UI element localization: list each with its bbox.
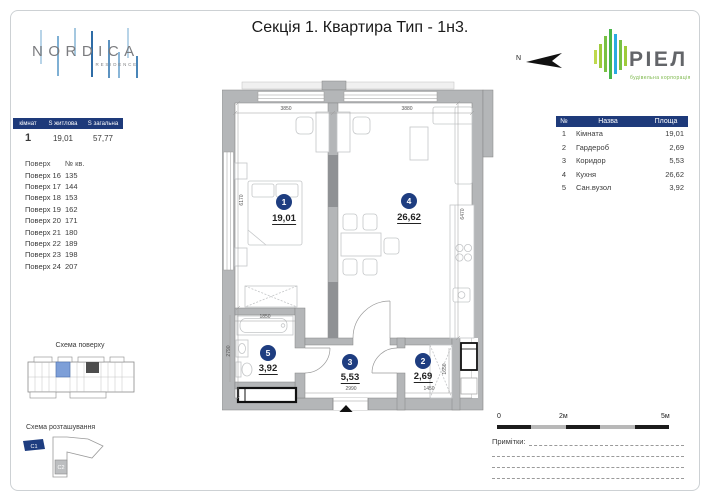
apt-number: 153 [65, 193, 78, 203]
scale-start-label: 0 [497, 413, 501, 420]
scale-mid-label: 2м [559, 413, 568, 420]
table-row [556, 127, 688, 141]
floor-row [25, 215, 120, 226]
notes-line [492, 468, 684, 479]
floor-row [25, 226, 120, 237]
room-name: Кухня [576, 169, 597, 179]
dim-wardrobe-height: 1650 [442, 363, 448, 375]
table-row [556, 141, 688, 155]
floor-row [25, 261, 120, 272]
room-number: 5 [561, 183, 567, 193]
apt-number: 171 [65, 216, 78, 226]
living-area: 19,01 [52, 133, 74, 143]
floors-col1-header: Поверх [25, 159, 51, 169]
room-badge-2: 2 [415, 353, 431, 369]
room-area: 5,53 [669, 156, 684, 166]
riel-bar [619, 40, 622, 70]
floor-scheme-label: Схема поверху [55, 342, 105, 349]
location-scheme-label: Схема розташування [26, 424, 96, 431]
dim-wardrobe-width: 1450 [423, 386, 435, 392]
room-number: 2 [561, 142, 567, 152]
floor-name: Поверх 17 [25, 181, 61, 191]
apt-number: 135 [65, 170, 78, 180]
rooms-table [556, 116, 688, 195]
wardrobe [245, 286, 297, 307]
riel-logo [594, 28, 696, 86]
notes-line [492, 457, 684, 468]
dim-left: 6170 [239, 194, 245, 206]
room-area: 2,69 [669, 142, 684, 152]
nordica-logo [30, 28, 142, 80]
entrance [331, 398, 368, 412]
location-scheme-thumbnail [22, 436, 117, 488]
riel-bar [604, 36, 607, 72]
riel-bar [609, 29, 612, 79]
nordica-residence-label: RESIDENCE [95, 62, 138, 67]
total-area: 57,77 [92, 133, 114, 143]
room-area: 26,62 [665, 169, 684, 179]
floor-name: Поверх 20 [25, 216, 61, 226]
room-number: 1 [561, 129, 567, 139]
north-label: N [516, 55, 522, 62]
room-badge-4: 4 [401, 193, 417, 209]
floor-row [25, 192, 120, 203]
room-badge-1: 1 [276, 194, 292, 210]
room-area-2: 2,69 [413, 371, 433, 382]
shaft-niche [238, 388, 296, 402]
rooms-count: 1 [24, 132, 32, 144]
room-number: 4 [561, 169, 567, 179]
floor-row [25, 238, 120, 249]
kitchen-counter [450, 205, 474, 338]
floor-name: Поверх 23 [25, 250, 61, 260]
building-c2-label: C2 [57, 465, 65, 471]
summary-header-total: S загальна [87, 120, 119, 127]
building-c1-label: C1 [30, 444, 38, 450]
floor-row [25, 181, 120, 192]
room-area-4: 26,62 [397, 212, 421, 223]
room-badge-3: 3 [342, 354, 358, 370]
floor-name: Поверх 24 [25, 261, 61, 271]
floor-name: Поверх 19 [25, 204, 61, 214]
highlighted-unit [56, 362, 70, 377]
apt-number: 162 [65, 204, 78, 214]
north-arrow [514, 50, 570, 70]
apt-number: 189 [65, 238, 78, 248]
table-row [556, 168, 688, 182]
north-arrow-icon [514, 50, 570, 70]
room-area: 3,92 [669, 183, 684, 193]
rooms-table-header [556, 116, 688, 127]
dim-top-right: 3880 [401, 106, 413, 112]
room-area: 19,01 [665, 129, 684, 139]
floor-plan [222, 90, 494, 412]
room-area-5: 3,92 [258, 363, 278, 374]
dim-hall-width: 2990 [345, 386, 357, 392]
scale-bar [495, 413, 675, 433]
table-row [556, 154, 688, 168]
riel-bar [594, 50, 597, 64]
col-number-header: № [560, 118, 568, 125]
floors-col2-header: № кв. [65, 159, 85, 169]
dim-bath-height: 2790 [226, 345, 232, 357]
floor-row [25, 169, 120, 180]
col-area-header: Площа [654, 118, 678, 125]
room-area-1: 19,01 [272, 213, 296, 224]
floor-name: Поверх 18 [25, 193, 61, 203]
floor-name: Поверх 16 [25, 170, 61, 180]
room-name: Гардероб [576, 142, 609, 152]
riel-bar [624, 46, 627, 66]
apt-number: 198 [65, 250, 78, 260]
page-title: Секція 1. Квартира Тип - 1н3. [251, 19, 469, 36]
riel-wordmark: РІЕЛ [629, 48, 688, 71]
riel-bar [614, 34, 617, 74]
floor-row [25, 249, 120, 260]
riel-tagline: будівельна корпорація [630, 75, 691, 81]
summary-values-row [13, 129, 123, 147]
col-name-header: Назва [598, 118, 618, 125]
dining-table [341, 214, 399, 275]
notes-block [492, 436, 684, 479]
room-area-3: 5,53 [340, 372, 360, 383]
summary-header-living: S житлова [48, 120, 78, 127]
dim-right: 6470 [460, 208, 466, 220]
room-badge-5: 5 [260, 345, 276, 361]
dim-top-left: 3850 [280, 106, 292, 112]
floors-list [25, 158, 120, 272]
floor-name: Поверх 22 [25, 238, 61, 248]
summary-header-row [13, 118, 123, 129]
toilet [236, 362, 252, 377]
floor-scheme-thumbnail [26, 354, 138, 402]
washing-machine [461, 343, 477, 394]
dark-unit [86, 362, 99, 373]
notes-line [492, 446, 684, 457]
apartment-summary-table [13, 118, 123, 147]
table-row [556, 181, 688, 195]
notes-label: Примітки: [492, 437, 526, 446]
room-name: Сан.вузол [576, 183, 612, 193]
scale-bar-segments [497, 425, 669, 429]
room-name: Кімната [576, 129, 603, 139]
apt-number: 144 [65, 181, 78, 191]
sofa [410, 107, 472, 184]
room-number: 3 [561, 156, 567, 166]
apt-number: 207 [65, 261, 78, 271]
floor-name: Поверх 21 [25, 227, 61, 237]
riel-bar [599, 44, 602, 68]
floors-header-row [25, 158, 120, 169]
notes-line [529, 437, 684, 446]
scale-end-label: 5м [661, 413, 670, 420]
room-name: Коридор [576, 156, 606, 166]
floor-row [25, 204, 120, 215]
apt-number: 180 [65, 227, 78, 237]
nordica-wordmark: NORDICA [32, 43, 140, 60]
dim-bath-width: 1850 [259, 314, 271, 320]
summary-header-rooms: кімнат [19, 120, 37, 127]
